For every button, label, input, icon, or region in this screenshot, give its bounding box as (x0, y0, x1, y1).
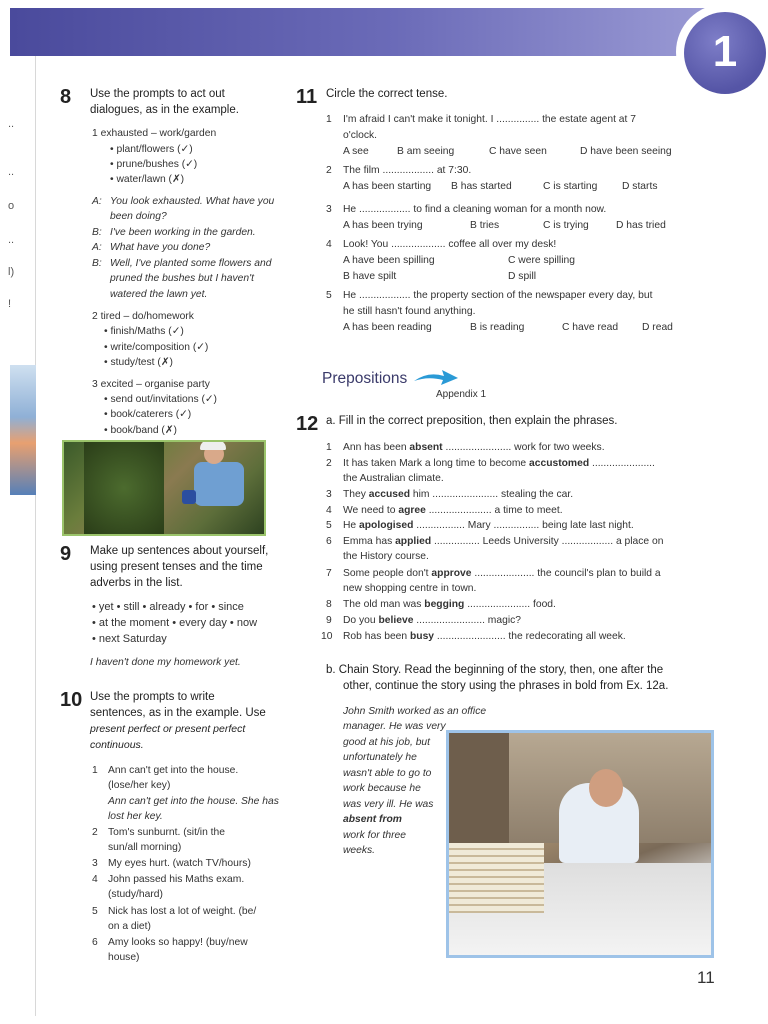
sentence-text: Do you (343, 615, 379, 626)
ex11-option: A see (343, 146, 369, 157)
dialogue-speaker: A: (92, 242, 102, 253)
edge-mark: .. (8, 234, 15, 246)
adverb-list-line: • at the moment • every day • now (92, 617, 258, 629)
sentence-text: ....................... work for two weeks. (442, 442, 605, 453)
ex11-option: C were spilling (508, 255, 575, 266)
bold-phrase: absent (409, 442, 443, 453)
ex11-question: I'm afraid I can't make it tonight. I ............... the estate agent at 7 (343, 114, 636, 125)
story-line: manager. He was very (343, 721, 446, 732)
ex12a-sentence (343, 549, 429, 564)
ex11-option: A has been trying (343, 220, 423, 231)
ex12a-sentence (343, 456, 655, 471)
ex8-bullet: • water/lawn (✗) (110, 174, 185, 185)
bold-phrase: agree (398, 505, 426, 516)
sentence-text: him ....................... stealing the car. (409, 489, 574, 500)
exercise-number: 9 (60, 543, 72, 565)
ex8-item-head: 2 tired – do/homework (92, 311, 194, 322)
ex10-instruction-line: sentences, as in the example. Use (90, 707, 266, 719)
ex11-option: B am seeing (397, 146, 455, 157)
ex9-instruction-line: using present tenses and the time (90, 561, 263, 573)
ex11-question: he still hasn't found anything. (343, 306, 476, 317)
story-bold-phrase: absent from (343, 814, 402, 825)
bold-phrase: apologised (359, 520, 414, 531)
adverb-list-line: • yet • still • already • for • since (92, 601, 244, 613)
ex12b-instruction-line: other, continue the story using the phrases in bold from Ex. 12a. (343, 680, 669, 692)
ex12a-sentence (343, 629, 626, 644)
sentence-text: ...................... (589, 458, 655, 469)
ex12a-sentence (343, 613, 521, 628)
unit-number: 1 (684, 12, 766, 94)
ex8-bullet: • write/composition (✓) (104, 342, 209, 353)
item-number: 7 (326, 568, 332, 579)
exercise-number: 8 (60, 86, 72, 108)
item-number: 5 (92, 906, 98, 917)
dialogue-line: pruned the bushes but I haven't (110, 273, 254, 284)
item-number: 3 (92, 858, 98, 869)
dialogue-speaker: B: (92, 258, 102, 269)
ex8-bullet: • study/test (✗) (104, 357, 173, 368)
sentence-text: ...................... food. (464, 599, 556, 610)
ex12a-sentence (343, 534, 663, 549)
ex10-prompt: My eyes hurt. (watch TV/hours) (108, 858, 251, 869)
item-number: 2 (326, 165, 332, 176)
ex8-instruction-line: Use the prompts to act out (90, 88, 225, 100)
story-line: was very ill. He was (343, 799, 434, 810)
edge-mark: o (8, 200, 15, 212)
ex12a-sentence (343, 581, 476, 596)
exercise-number: 11 (296, 86, 318, 108)
ex8-instruction-line: dialogues, as in the example. (90, 104, 239, 116)
sentence-text: ................. Mary ................ being late last night. (413, 520, 634, 531)
ex10-prompt: on a diet) (108, 921, 151, 932)
sentence-text: It has taken Mark a long time to become (343, 458, 530, 469)
item-number: 4 (326, 239, 332, 250)
section-title: Prepositions (322, 370, 408, 387)
story-line: unfortunately he (343, 752, 417, 763)
ex10-prompt: Tom's sunburnt. (sit/in the (108, 827, 225, 838)
ex10-prompt: Ann can't get into the house. (108, 765, 239, 776)
item-number: 8 (326, 599, 332, 610)
ex10-prompt: house) (108, 952, 140, 963)
dialogue-line: You look exhausted. What have you (110, 196, 275, 207)
ex11-question: o'clock. (343, 130, 378, 141)
ex11-option: D spill (508, 271, 537, 282)
item-number: 2 (326, 458, 332, 469)
item-number: 5 (326, 290, 332, 301)
ex11-option: A have been spilling (343, 255, 435, 266)
item-number: 4 (326, 505, 332, 516)
edge-mark: .. (8, 166, 15, 178)
sentence-text: They (343, 489, 369, 500)
dialogue-line: been doing? (110, 211, 167, 222)
edge-mark: ! (8, 298, 12, 310)
story-line: work for three (343, 830, 406, 841)
story-line: John Smith worked as an office (343, 706, 487, 717)
item-number: 3 (326, 204, 332, 215)
ex10-prompt: Nick has lost a lot of weight. (be/ (108, 906, 257, 917)
sentence-text: ........................ the redecorating all week. (434, 631, 626, 642)
ex12a-sentence (343, 440, 605, 455)
exercise-number: 10 (60, 689, 83, 711)
sentence-text: the History course. (343, 551, 429, 562)
ex11-option: C have read (562, 322, 619, 333)
ex11-option: D starts (622, 181, 658, 192)
ex11-option: D have been seeing (580, 146, 672, 157)
adjacent-page-image (10, 365, 36, 495)
sentence-text: Some people don't (343, 568, 432, 579)
ex8-bullet: • finish/Maths (✓) (104, 326, 184, 337)
ex11-option: B is reading (470, 322, 525, 333)
ex11-option: A has been starting (343, 181, 432, 192)
ex11-option: B have spilt (343, 271, 397, 282)
bold-phrase: begging (424, 599, 465, 610)
ex10-example: Ann can't get into the house. She has (108, 796, 279, 807)
sentence-text: We need to (343, 505, 399, 516)
story-line: work because he (343, 783, 421, 794)
ex12b-instruction-line: b. Chain Story. Read the beginning of the story, then, one after the (326, 664, 664, 676)
ex10-example: lost her key. (108, 811, 163, 822)
story-line: wasn't able to go to (343, 768, 432, 779)
story-line: weeks. (343, 845, 376, 856)
page-spine (35, 56, 36, 1016)
ex8-bullet: • book/band (✗) (104, 425, 177, 436)
ex10-prompt: (lose/her key) (108, 780, 171, 791)
ex8-bullet: • plant/flowers (✓) (110, 144, 193, 155)
ex11-question: Look! You ................... coffee all over my desk! (343, 239, 557, 250)
ex8-bullet: • send out/invitations (✓) (104, 394, 217, 405)
adverb-list-line: • next Saturday (92, 633, 167, 645)
ex11-option: C is trying (543, 220, 589, 231)
ex10-instruction-line: Use the prompts to write (90, 691, 215, 703)
item-number: 3 (326, 489, 332, 500)
bold-phrase: busy (409, 631, 435, 642)
ex10-prompt: sun/all morning) (108, 842, 182, 853)
dialogue-line: watered the lawn yet. (110, 289, 208, 300)
ex10-prompt: (study/hard) (108, 889, 163, 900)
ex8-bullet: • book/caterers (✓) (104, 409, 192, 420)
ex10-instruction-line: continuous. (90, 739, 144, 751)
item-number: 4 (92, 874, 98, 885)
ex11-option: D has tried (616, 220, 666, 231)
sentence-text: new shopping centre in town. (343, 583, 477, 594)
sentence-text: ........................ magic? (413, 615, 521, 626)
ex10-instruction-line: present perfect or present perfect (90, 723, 246, 735)
dialogue-line: Well, I've planted some flowers and (110, 258, 272, 269)
dialogue-speaker: B: (92, 227, 102, 238)
item-number: 6 (92, 937, 98, 948)
sentence-text: ................ Leeds University .................. a place on (431, 536, 664, 547)
ex11-instruction: Circle the correct tense. (326, 88, 448, 100)
sentence-text: Emma has (343, 536, 396, 547)
sentence-text: ...................... a time to meet. (425, 505, 563, 516)
sentence-text: ..................... the council's plan to build a (471, 568, 661, 579)
ex9-instruction-line: adverbs in the list. (90, 577, 183, 589)
ex12a-sentence (343, 566, 661, 581)
unit-banner (10, 8, 710, 56)
bold-phrase: approve (431, 568, 472, 579)
ex12a-instruction: a. Fill in the correct preposition, then explain the phrases. (326, 415, 618, 427)
office-manager-photo (446, 730, 714, 958)
bold-phrase: applied (395, 536, 432, 547)
ex8-bullet: • prune/bushes (✓) (110, 159, 198, 170)
ex12a-sentence (343, 503, 563, 518)
edge-mark: l) (8, 266, 15, 278)
ex12a-sentence (343, 597, 556, 612)
ex11-question: He .................. the property section of the newspaper every day, but (343, 290, 653, 301)
exercise-number: 12 (296, 413, 319, 435)
ex11-option: C is starting (543, 181, 598, 192)
sentence-text: The old man was (343, 599, 425, 610)
dialogue-line: What have you done? (110, 242, 211, 253)
ex8-item-head: 1 exhausted – work/garden (92, 128, 217, 139)
ex11-option: D read (642, 322, 673, 333)
ex11-question: The film .................. at 7:30. (343, 165, 472, 176)
bold-phrase: accustomed (529, 458, 590, 469)
sentence-text: Ann has been (343, 442, 410, 453)
appendix-reference: Appendix 1 (436, 389, 487, 400)
item-number: 6 (326, 536, 332, 547)
sentence-text: He (343, 520, 360, 531)
item-number: 9 (326, 615, 332, 626)
ex11-option: A has been reading (343, 322, 432, 333)
arrow-icon (414, 369, 458, 387)
gardener-photo (62, 440, 266, 536)
item-number: 2 (92, 827, 98, 838)
story-line: good at his job, but (343, 737, 431, 748)
ex11-option: B has started (451, 181, 512, 192)
edge-mark: .. (8, 118, 15, 130)
item-number: 1 (326, 114, 332, 125)
ex11-option: B tries (470, 220, 500, 231)
ex12a-sentence (343, 518, 634, 533)
page-number: 11 (697, 968, 715, 987)
ex10-prompt: Amy looks so happy! (buy/new (108, 937, 248, 948)
dialogue-speaker: A: (92, 196, 102, 207)
item-number: 10 (321, 631, 333, 642)
item-number: 1 (326, 442, 332, 453)
bold-phrase: believe (378, 615, 414, 626)
ex11-option: C have seen (489, 146, 547, 157)
ex8-item-head: 3 excited – organise party (92, 379, 210, 390)
dialogue-line: I've been working in the garden. (110, 227, 256, 238)
sentence-text: Rob has been (343, 631, 410, 642)
ex9-example: I haven't done my homework yet. (90, 657, 241, 668)
ex9-instruction-line: Make up sentences about yourself, (90, 545, 269, 557)
ex11-question: He .................. to find a cleaning woman for a month now. (343, 204, 607, 215)
sentence-text: the Australian climate. (343, 473, 444, 484)
ex12a-sentence (343, 471, 444, 486)
item-number: 1 (92, 765, 98, 776)
item-number: 5 (326, 520, 332, 531)
ex12a-sentence (343, 487, 573, 502)
bold-phrase: accused (368, 489, 410, 500)
ex10-prompt: John passed his Maths exam. (108, 874, 245, 885)
